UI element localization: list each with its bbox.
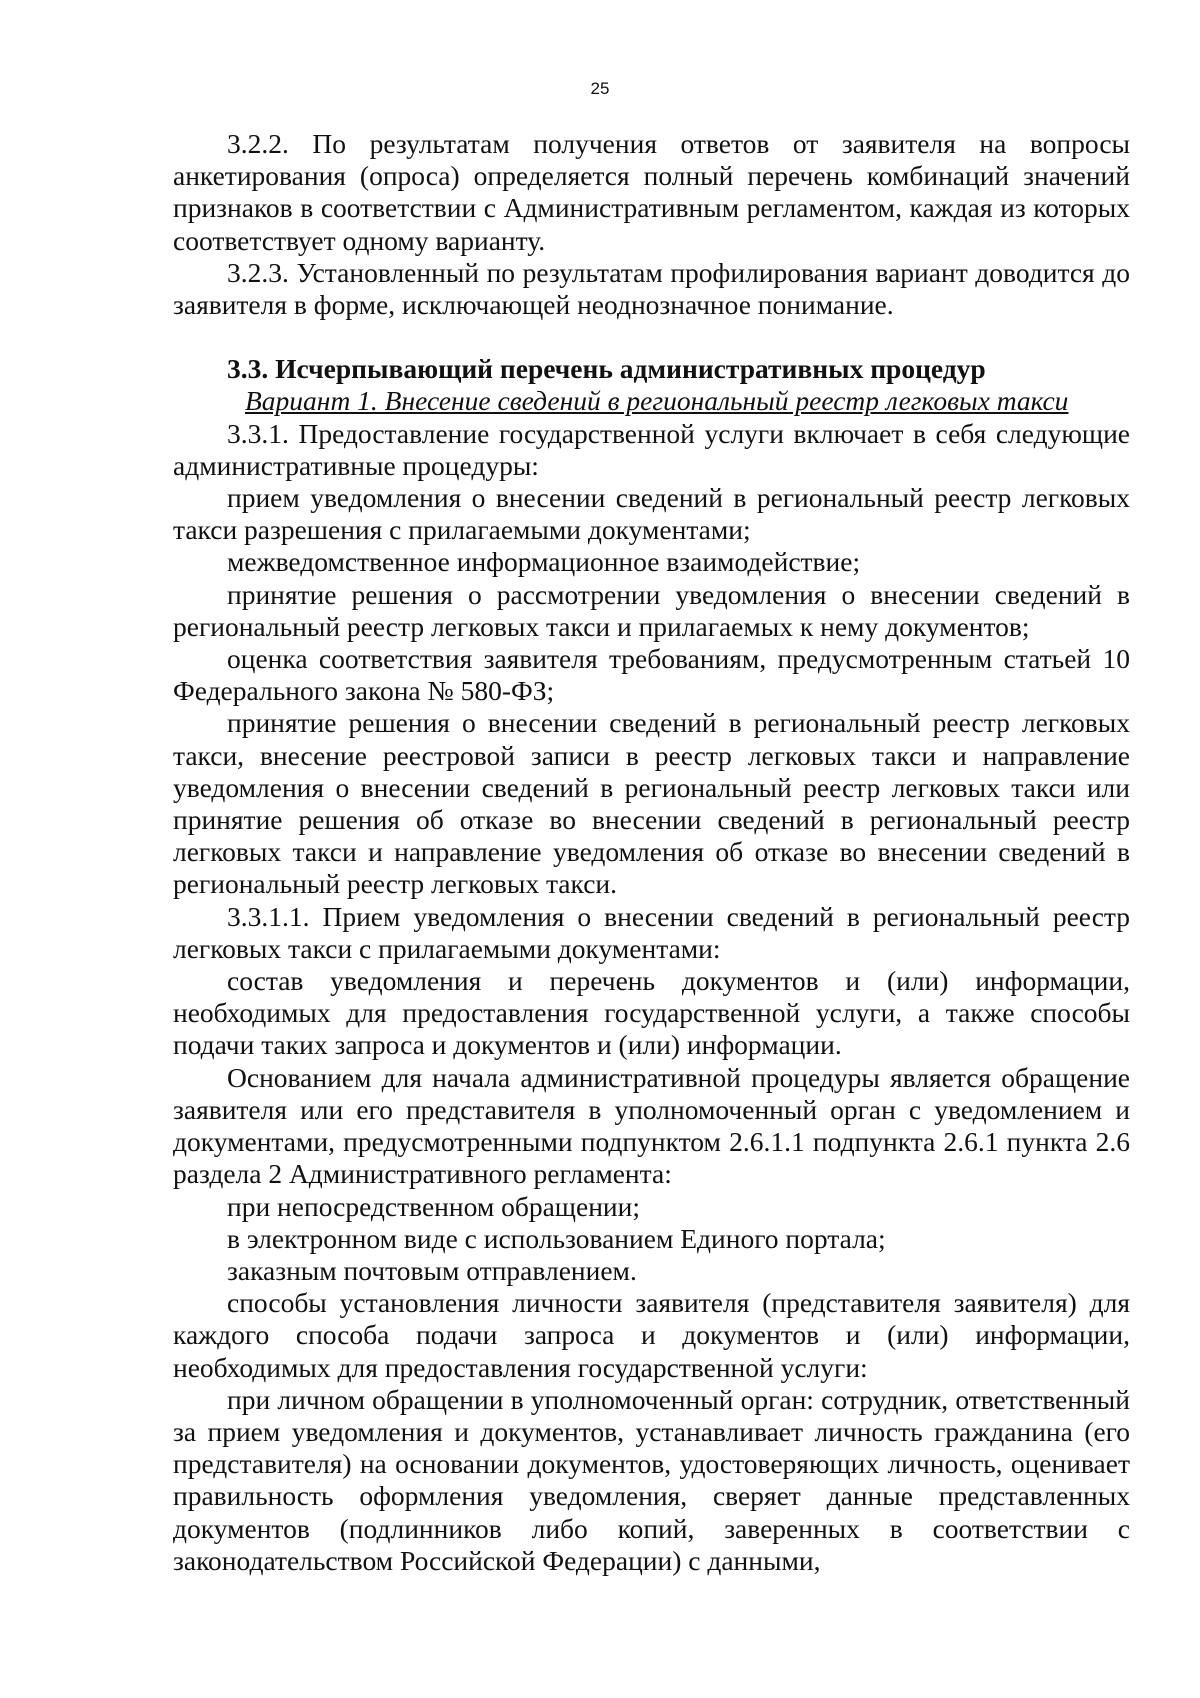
procedure-item: принятие решения о внесении сведений в региональный реестр легковых такси, внесение реестровой записи в реестр легковых такси и направление уведомления о внесении сведений в региональный реестр легковых такси или принятие решения об отказе во внесении сведений в региональный реестр легковых такси и направление уведомления об отказе во внесении сведений в региональный реестр легковых такси. [173, 707, 1130, 900]
paragraph-3-2-2: 3.2.2. По результатам получения ответов от заявителя на вопросы анкетирования (опроса) определяется полный перечень комбинаций значений признаков в соответствии с Административным регламентом, каждая из которых соответствует одному варианту. [173, 128, 1130, 256]
paragraph-3-2-3: 3.2.3. Установленный по результатам профилирования вариант доводится до заявителя в форме, исключающей неоднозначное понимание. [173, 256, 1130, 321]
body-paragraph: способы установления личности заявителя (представителя заявителя) для каждого способа подачи запроса и документов и (или) информации, необходимых для предоставления государственной услуги: [173, 1287, 1130, 1383]
submission-method-item: в электронном виде с использованием Единого портала; [227, 1222, 886, 1254]
submission-method-item: заказным почтовым отправлением. [227, 1254, 637, 1286]
procedure-item: межведомственное информационное взаимодействие; [227, 546, 861, 578]
document-body [173, 128, 1130, 1577]
paragraph-3-3-1: 3.3.1. Предоставление государственной услуги включает в себя следующие административные процедуры: [173, 417, 1130, 481]
body-paragraph: при личном обращении в уполномоченный орган: сотрудник, ответственный за прием уведомления и документов, устанавливает личность гражданина (его представителя) на основании документов, удостоверяющих личность, оценивает правильность оформления уведомления, сверяет данные представленных документов (подлинников либо копий, заверенных в соответствии с законодательством Российской Федерации) с данными, [173, 1383, 1130, 1576]
paragraph-3-3-1-1: 3.3.1.1. Прием уведомления о внесении сведений в региональный реестр легковых такси с прилагаемыми документами: [173, 900, 1130, 964]
procedure-item: оценка соответствия заявителя требованиям, предусмотренным статьей 10 Федерального закона № 580-ФЗ; [173, 643, 1130, 707]
section-heading: 3.3. Исчерпывающий перечень административных процедур [227, 353, 986, 385]
variant-heading: Вариант 1. Внесение сведений в региональный реестр легковых такси [245, 385, 1069, 417]
submission-method-item: при непосредственном обращении; [227, 1190, 640, 1222]
procedure-item: прием уведомления о внесении сведений в региональный реестр легковых такси разрешения с прилагаемыми документами; [173, 482, 1130, 546]
body-paragraph: Основанием для начала административной процедуры является обращение заявителя или его представителя в уполномоченный орган с уведомлением и документами, предусмотренными подпунктом 2.6.1.1 подпункта 2.6.1 пункта 2.6 раздела 2 Административного регламента: [173, 1061, 1130, 1190]
procedure-item: принятие решения о рассмотрении уведомления о внесении сведений в региональный реестр легковых такси и прилагаемых к нему документов; [173, 578, 1130, 642]
body-paragraph: состав уведомления и перечень документов и (или) информации, необходимых для предоставления государственной услуги, а также способы подачи таких запроса и документов и (или) информации. [173, 965, 1130, 1061]
page-number: 25 [590, 79, 610, 98]
